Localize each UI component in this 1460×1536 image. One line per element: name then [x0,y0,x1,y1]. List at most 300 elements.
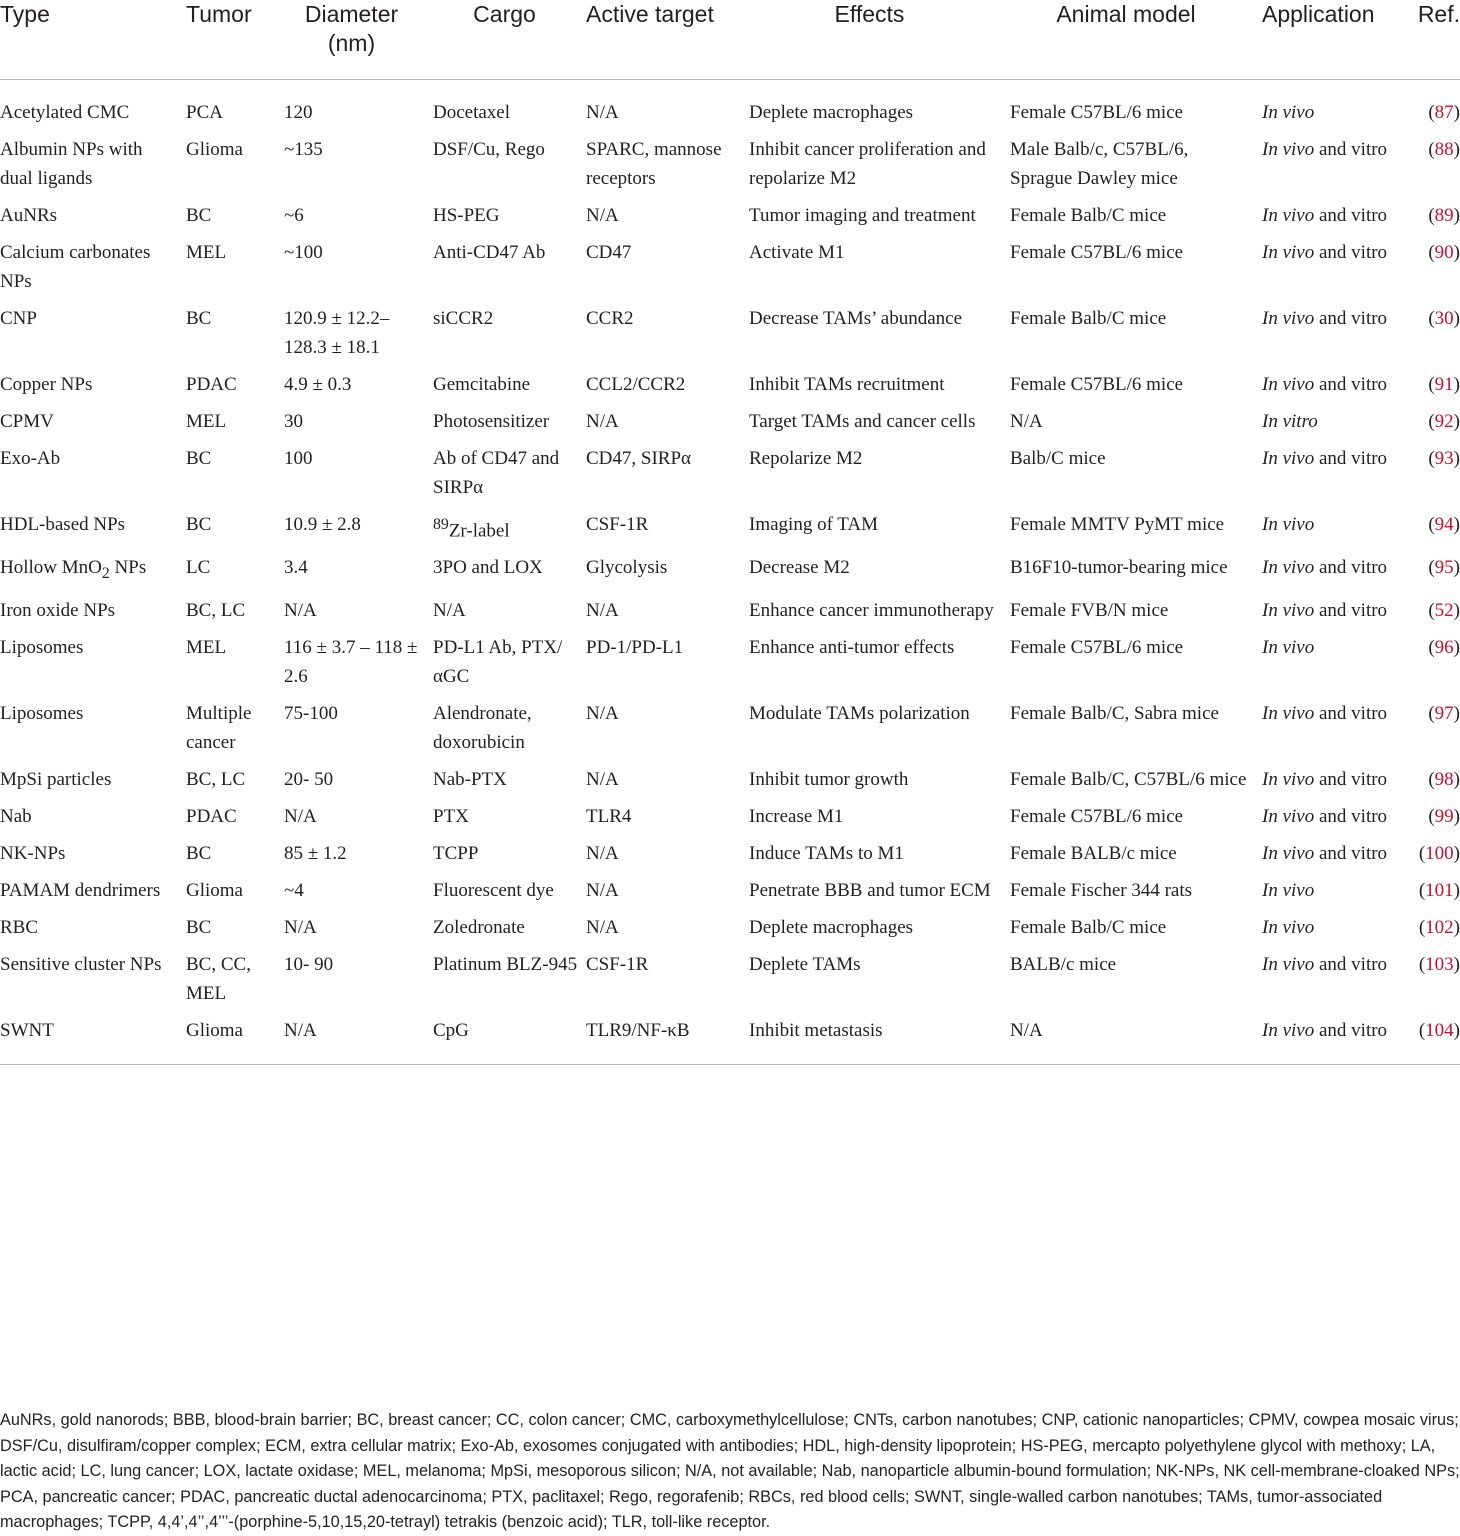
cell-diameter [284,553,433,596]
cell-animal-model [1010,238,1262,304]
header-active-target: Active target [586,0,749,80]
target-text: N/A [586,205,619,226]
cell-animal-model [1010,553,1262,596]
diameter-text: 4.9 ± 0.3 [284,374,352,395]
target-text: N/A [586,600,619,622]
application-rest: and vitro [1314,703,1388,725]
cell-application [1262,913,1412,950]
application-italic: In vivo [1262,843,1315,865]
tumor-text: BC [186,448,212,469]
cell-tumor [186,444,284,510]
cell-tumor [186,950,284,1016]
application-italic: In vivo [1262,769,1315,791]
cell-cargo [433,1016,586,1065]
cell-ref [1412,135,1460,201]
cell-effects [749,913,1010,950]
application-italic: In vivo [1262,917,1315,939]
ref-link[interactable]: 93 [1434,448,1454,469]
cell-diameter [284,596,433,633]
effects-text: Tumor imaging and treatment [749,205,976,226]
ref-link[interactable]: 88 [1434,139,1454,160]
cell-type [0,876,186,913]
effects-text: Repolarize M2 [749,448,863,469]
tumor-text: MEL [186,242,227,263]
ref-close: ) [1453,557,1460,579]
cell-application [1262,950,1412,1016]
application-italic: In vivo [1262,514,1315,535]
cell-active-target [586,80,749,136]
ref-open: ( [1418,843,1426,865]
cell-tumor [186,1016,284,1065]
ref-open: ( [1428,242,1435,263]
table-row [0,444,1460,510]
cell-tumor [186,201,284,238]
ref-link[interactable]: 103 [1425,954,1454,976]
application-italic: In vivo [1262,102,1315,123]
ref-close: ) [1453,448,1460,469]
cell-cargo [433,839,586,876]
cell-tumor [186,699,284,765]
cell-effects [749,80,1010,136]
ref-open: ( [1428,411,1435,432]
cell-animal-model [1010,596,1262,633]
cell-application [1262,839,1412,876]
effects-text: Deplete macrophages [749,917,914,939]
target-text: N/A [586,703,619,725]
cell-application [1262,876,1412,913]
effects-text: Decrease M2 [749,557,850,579]
cargo-text: CpG [433,1020,469,1042]
animal-model-text: Female FVB/N mice [1010,600,1169,622]
cargo-text: Anti-CD47 Ab [433,242,546,263]
cell-application [1262,135,1412,201]
target-text: N/A [586,880,619,902]
cell-type [0,839,186,876]
cell-animal-model [1010,407,1262,444]
cell-type [0,950,186,1016]
cell-cargo [433,633,586,699]
ref-link[interactable]: 90 [1434,242,1454,263]
cell-type [0,407,186,444]
ref-close: ) [1453,954,1460,976]
cell-cargo [433,444,586,510]
diameter-text: N/A [284,1020,317,1042]
ref-open: ( [1428,139,1435,160]
cell-effects [749,633,1010,699]
table-row [0,510,1460,553]
ref-link[interactable]: 96 [1434,637,1454,659]
header-diameter: Diameter (nm) [284,0,433,80]
ref-link[interactable]: 52 [1434,600,1454,622]
cell-ref [1412,839,1460,876]
animal-model-text: Female C57BL/6 mice [1010,374,1184,395]
cell-diameter [284,633,433,699]
cell-cargo [433,765,586,802]
table-body [0,80,1460,1065]
cell-ref [1412,407,1460,444]
tumor-text: PDAC [186,806,237,828]
cell-application [1262,765,1412,802]
table-row [0,950,1460,1016]
cell-active-target [586,201,749,238]
application-rest: and vitro [1314,806,1388,828]
type-text: Calcium carbonates NPs [0,242,151,292]
cell-animal-model [1010,633,1262,699]
effects-text: Enhance anti-tumor effects [749,637,955,659]
cell-diameter [284,839,433,876]
tumor-text: BC [186,308,212,329]
cell-effects [749,444,1010,510]
cell-type [0,1016,186,1065]
effects-text: Increase M1 [749,806,844,828]
animal-model-text: Female C57BL/6 mice [1010,806,1184,828]
cell-ref [1412,699,1460,765]
application-rest: and vitro [1314,843,1388,865]
cargo-text: Docetaxel [433,102,511,123]
cargo-text: siCCR2 [433,308,494,329]
animal-model-text: Balb/C mice [1010,448,1106,469]
table-row [0,1016,1460,1065]
target-text: N/A [586,917,619,939]
application-rest: and vitro [1314,600,1388,622]
cell-tumor [186,553,284,596]
effects-text: Deplete TAMs [749,954,861,976]
diameter-text: 116 ± 3.7 – 118 ± 2.6 [284,637,418,688]
diameter-text: 85 ± 1.2 [284,843,347,865]
cell-cargo [433,876,586,913]
cell-diameter [284,370,433,407]
target-text: N/A [586,769,619,791]
cell-ref [1412,201,1460,238]
cell-application [1262,407,1412,444]
animal-model-text: Female Balb/C mice [1010,917,1167,939]
table-row [0,238,1460,304]
table-row [0,80,1460,136]
type-text: AuNRs [0,205,58,226]
table-row [0,802,1460,839]
target-text: CSF-1R [586,954,649,976]
application-rest: and vitro [1314,139,1388,160]
cell-cargo [433,950,586,1016]
ref-close: ) [1453,880,1460,902]
ref-link[interactable]: 91 [1434,374,1454,395]
animal-model-text: Female Balb/C, Sabra mice [1010,703,1219,725]
cell-type [0,633,186,699]
application-rest: and vitro [1314,374,1388,395]
application-rest: and vitro [1314,769,1388,791]
header-effects: Effects [749,0,1010,80]
ref-open: ( [1418,954,1426,976]
diameter-text: 120 [284,102,313,123]
cell-active-target [586,913,749,950]
ref-close: ) [1453,769,1460,791]
cell-application [1262,699,1412,765]
cell-effects [749,370,1010,407]
cell-active-target [586,765,749,802]
type-text: Copper NPs [0,374,93,395]
type-text-rest: NPs [109,557,147,579]
cell-type [0,201,186,238]
cell-animal-model [1010,304,1262,370]
cell-cargo [433,596,586,633]
effects-text: Enhance cancer immunotherapy [749,600,994,622]
ref-link[interactable]: 98 [1434,769,1454,791]
application-italic: In vivo [1262,954,1315,976]
cell-diameter [284,876,433,913]
header-application: Application [1262,0,1412,80]
cell-application [1262,553,1412,596]
cell-cargo [433,510,586,553]
cell-active-target [586,444,749,510]
effects-text: Imaging of TAM [749,514,879,535]
cell-effects [749,1016,1010,1065]
cell-diameter [284,80,433,136]
target-text: CSF-1R [586,514,649,535]
diameter-text: ~4 [284,880,304,902]
ref-open: ( [1428,102,1435,123]
cell-cargo [433,802,586,839]
animal-model-text: N/A [1010,1020,1043,1042]
diameter-text: 10- 90 [284,954,334,976]
ref-close: ) [1453,637,1460,659]
tumor-text: Glioma [186,880,243,902]
table-row [0,633,1460,699]
table-row [0,407,1460,444]
diameter-text: ~135 [284,139,323,160]
ref-open: ( [1428,448,1435,469]
ref-link[interactable]: 30 [1434,308,1454,329]
cell-cargo [433,913,586,950]
target-text: CD47 [586,242,632,263]
application-rest: and vitro [1314,954,1388,976]
type-text: SWNT [0,1020,54,1042]
ref-open: ( [1428,769,1435,791]
effects-text: Inhibit TAMs recruitment [749,374,945,395]
cell-type [0,370,186,407]
type-text: Exo-Ab [0,448,61,469]
diameter-text: 100 [284,448,313,469]
cell-active-target [586,839,749,876]
cell-ref [1412,802,1460,839]
cell-diameter [284,201,433,238]
cell-effects [749,407,1010,444]
diameter-text: 10.9 ± 2.8 [284,514,361,535]
tumor-text: BC [186,514,212,535]
cell-effects [749,876,1010,913]
cell-animal-model [1010,913,1262,950]
cargo-text: PD-L1 Ab, PTX/αGC [433,637,563,688]
cell-ref [1412,238,1460,304]
diameter-text: ~100 [284,242,323,263]
effects-text: Inhibit cancer proliferation and repolarize M2 [749,139,986,189]
cell-application [1262,238,1412,304]
cell-effects [749,765,1010,802]
cell-effects [749,238,1010,304]
cell-diameter [284,699,433,765]
ref-link[interactable]: 97 [1434,703,1454,725]
cargo-text: TCPP [433,843,479,865]
cargo-text: Zoledronate [433,917,525,939]
ref-link[interactable]: 99 [1434,806,1454,828]
cargo-text: Platinum BLZ-945 [433,954,578,976]
cell-application [1262,510,1412,553]
cell-tumor [186,913,284,950]
table-footnote: AuNRs, gold nanorods; BBB, blood-brain barrier; BC, breast cancer; CC, colon cancer; CMC, carboxymethylcellulose; CNTs, carbon nanotubes; CNP, cationic nanoparticles; CPMV, cowpea mosaic virus; DSF/Cu, disulfiram/copper complex; ECM, extra cellular matrix; Exo-Ab, exosomes conjugated with antibodies; HDL, high-density lipoprotein; HS-PEG, mercapto polyethylene glycol with methoxy; LA, lactic acid; LC, lung cancer; LOX, lactate oxidase; MEL, melanoma; MpSi, mesoporous silicon; N/A, not available; Nab, nanoparticle albumin-bound formulation; NK-NPs, NK cell-membrane-cloaked NPs; PCA, pancreatic cancer; PDAC, pancreatic ductal adenocarcinoma; PTX, paclitaxel; Rego, regorafenib; RBCs, red blood cells; SWNT, single-walled carbon nanotubes; TAMs, tumor-associated macrophages; TCPP, 4,4’,4’’,4’’’-(porphine-5,10,15,20-tetrayl) tetrakis (benzoic acid); TLR, toll-like receptor. [0,1411,1460,1531]
cell-effects [749,839,1010,876]
cell-animal-model [1010,699,1262,765]
application-italic: In vivo [1262,703,1315,725]
ref-link[interactable]: 102 [1425,917,1454,939]
ref-open: ( [1428,308,1435,329]
cell-application [1262,304,1412,370]
header-animal-model: Animal model [1010,0,1262,80]
cell-active-target [586,510,749,553]
application-italic: In vivo [1262,557,1315,579]
cell-application [1262,444,1412,510]
cell-active-target [586,633,749,699]
effects-text: Deplete macrophages [749,102,914,123]
cargo-text: Fluorescent dye [433,880,554,902]
cell-ref [1412,950,1460,1016]
type-subscript: 2 [101,565,110,583]
animal-model-text: Female Balb/C mice [1010,205,1167,226]
ref-link[interactable]: 94 [1434,514,1454,535]
animal-model-text: Female MMTV PyMT mice [1010,514,1225,535]
ref-open: ( [1428,600,1435,622]
cell-type [0,135,186,201]
header-type: Type [0,0,186,80]
cell-cargo [433,407,586,444]
cell-diameter [284,913,433,950]
cell-application [1262,596,1412,633]
ref-link[interactable]: 95 [1434,557,1454,579]
cell-tumor [186,510,284,553]
ref-link[interactable]: 92 [1434,411,1454,432]
cell-diameter [284,135,433,201]
type-text: HDL-based NPs [0,514,126,535]
cell-diameter [284,238,433,304]
animal-model-text: Male Balb/c, C57BL/6, Sprague Dawley mice [1010,139,1189,189]
cell-type [0,913,186,950]
cell-animal-model [1010,950,1262,1016]
type-text: RBC [0,917,39,939]
type-text: Sensitive cluster NPs [0,954,162,976]
ref-link[interactable]: 104 [1425,1020,1454,1042]
cell-effects [749,596,1010,633]
tumor-text: LC [186,557,211,579]
cell-ref [1412,1016,1460,1065]
tumor-text: Glioma [186,1020,243,1042]
cell-animal-model [1010,876,1262,913]
diameter-text: N/A [284,806,317,828]
cell-cargo [433,304,586,370]
cell-cargo [433,699,586,765]
diameter-text: 120.9 ± 12.2–128.3 ± 18.1 [284,308,390,358]
ref-open: ( [1428,637,1435,659]
ref-close: ) [1453,102,1460,123]
target-text: PD-1/PD-L1 [586,637,684,659]
application-italic: In vivo [1262,448,1315,469]
cell-application [1262,633,1412,699]
cargo-superscript: 89 [433,516,449,533]
target-text: SPARC, mannose receptors [586,139,722,189]
table-row [0,304,1460,370]
cell-diameter [284,1016,433,1065]
cell-tumor [186,370,284,407]
cell-active-target [586,596,749,633]
ref-open: ( [1418,1020,1426,1042]
tumor-text: BC [186,917,212,939]
cargo-text: Gemcitabine [433,374,531,395]
cell-ref [1412,304,1460,370]
cargo-text: 3PO and LOX [433,557,543,579]
cell-cargo [433,135,586,201]
cell-active-target [586,1016,749,1065]
header-tumor: Tumor [186,0,284,80]
cell-type [0,765,186,802]
cell-type [0,80,186,136]
ref-link[interactable]: 101 [1425,880,1454,902]
table-row [0,553,1460,596]
table-row [0,370,1460,407]
cargo-text: Nab-PTX [433,769,507,791]
cell-type [0,802,186,839]
cargo-text: PTX [433,806,469,828]
cell-cargo [433,238,586,304]
type-text: NK-NPs [0,843,66,865]
table-row [0,135,1460,201]
cell-ref [1412,633,1460,699]
cell-cargo [433,80,586,136]
type-text: Hollow MnO [0,557,102,579]
cell-tumor [186,876,284,913]
target-text: TLR4 [586,806,632,828]
ref-open: ( [1428,514,1435,535]
tumor-text: MEL [186,637,227,659]
cell-type [0,699,186,765]
target-text: CD47, SIRPα [586,448,691,469]
cell-diameter [284,304,433,370]
application-italic: In vivo [1262,1020,1315,1042]
cell-active-target [586,407,749,444]
cargo-text: DSF/Cu, Rego [433,139,545,160]
cell-animal-model [1010,135,1262,201]
ref-link[interactable]: 89 [1434,205,1454,226]
cell-application [1262,370,1412,407]
ref-link[interactable]: 100 [1425,843,1454,865]
cell-ref [1412,370,1460,407]
table-row [0,765,1460,802]
type-text: Albumin NPs with dual ligands [0,139,143,189]
ref-link[interactable]: 87 [1434,102,1454,123]
cell-ref [1412,913,1460,950]
cell-active-target [586,135,749,201]
cargo-text: Photosensitizer [433,411,550,432]
tumor-text: MEL [186,411,227,432]
tumor-text: BC [186,843,212,865]
cell-ref [1412,765,1460,802]
cell-cargo [433,201,586,238]
type-text: Liposomes [0,637,84,659]
ref-open: ( [1418,880,1426,902]
diameter-text: N/A [284,917,317,939]
animal-model-text: Female C57BL/6 mice [1010,242,1184,263]
effects-text: Inhibit tumor growth [749,769,909,791]
table-row [0,839,1460,876]
target-text: TLR9/NF-κB [586,1020,690,1042]
cell-animal-model [1010,839,1262,876]
header-ref: Ref. [1412,0,1460,80]
